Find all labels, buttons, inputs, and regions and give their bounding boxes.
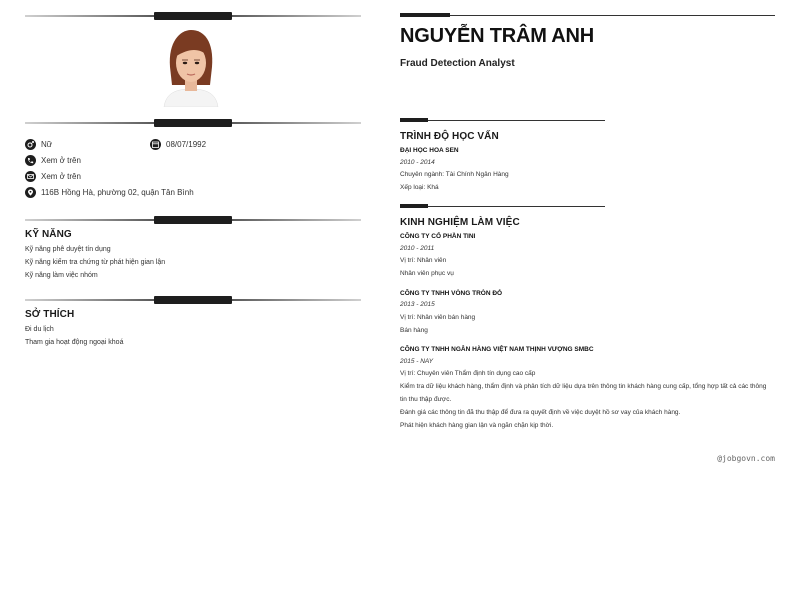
job-line: Kiểm tra dữ liệu khách hàng, thẩm định và phân tích dữ liệu dựa trên thông tin khách hàng cung cấp, tổng hợp tất cả các thông tin thu thập được. [400,383,767,403]
gender-value: Nữ [41,140,53,149]
profile-photo [160,27,222,107]
job-line: Phát hiện khách hàng gian lận và ngăn chặn kịp thời. [400,422,554,429]
gender-row [25,139,52,150]
skill-item: Kỹ năng phê duyệt tín dụng [25,246,111,253]
address-row [25,187,194,198]
education-major: Chuyên ngành: Tài Chính Ngân Hàng [400,171,509,178]
education-school: ĐẠI HỌC HOA SEN [400,147,459,154]
job-line: Nhân viên phục vụ [400,270,454,277]
job-company: CÔNG TY CỔ PHẦN TINI [400,233,476,240]
birthday-value: 08/07/1992 [166,140,207,149]
education-period: 2010 - 2014 [400,159,435,166]
photo-divider [25,119,361,127]
job-company: CÔNG TY TNHH VÒNG TRÒN ĐỎ [400,290,503,297]
hobbies-divider [25,296,361,304]
experience-divider [400,204,605,210]
hobby-item: Đi du lịch [25,326,54,333]
watermark: @jobgovn.com [717,454,775,463]
education-divider [400,118,605,124]
experience-title: KINH NGHIỆM LÀM VIỆC [400,217,520,228]
email-icon [25,171,36,182]
education-rank: Xếp loại: Khá [400,184,439,191]
top-left-divider [25,12,361,20]
hobbies-title: SỞ THÍCH [25,309,75,320]
address-value: 116B Hồng Hà, phường 02, quận Tân Bình [41,188,194,197]
phone-icon [25,155,36,166]
gender-icon [25,139,36,150]
location-icon [25,187,36,198]
skill-item: Kỹ năng kiểm tra chứng từ phát hiện gian lận [25,259,166,266]
job-company: CÔNG TY TNHH NGÂN HÀNG VIỆT NAM THỊNH VƯỢNG SMBC [400,346,594,353]
skills-divider [25,216,361,224]
skill-item: Kỹ năng làm việc nhóm [25,272,98,279]
job-title: Fraud Detection Analyst [400,58,515,69]
job-period: 2013 - 2015 [400,301,435,308]
phone-row [25,155,81,166]
birthday-row [150,139,206,150]
candidate-name: NGUYỄN TRÂM ANH [400,25,595,47]
job-line: Đánh giá các thông tin đã thu thập để đưa ra quyết định về việc duyệt hồ sơ vay của khách hàng. [400,409,681,416]
hobby-item: Tham gia hoạt động ngoại khoá [25,339,124,346]
job-line: Bán hàng [400,327,428,334]
job-period: 2010 - 2011 [400,245,435,252]
job-line: Vị trí: Nhân viên bán hàng [400,314,476,321]
job-line: Vị trí: Nhân viên [400,257,447,264]
header-divider [400,13,775,19]
job-line: Vị trí: Chuyên viên Thẩm định tín dụng cao cấp [400,370,536,377]
birthday-icon [150,139,161,150]
skills-title: KỸ NĂNG [25,229,72,240]
job-period: 2015 - NAY [400,358,434,365]
email-row [25,171,81,182]
education-title: TRÌNH ĐỘ HỌC VẤN [400,131,499,142]
email-value: Xem ở trên [41,172,81,181]
phone-value: Xem ở trên [41,156,81,165]
